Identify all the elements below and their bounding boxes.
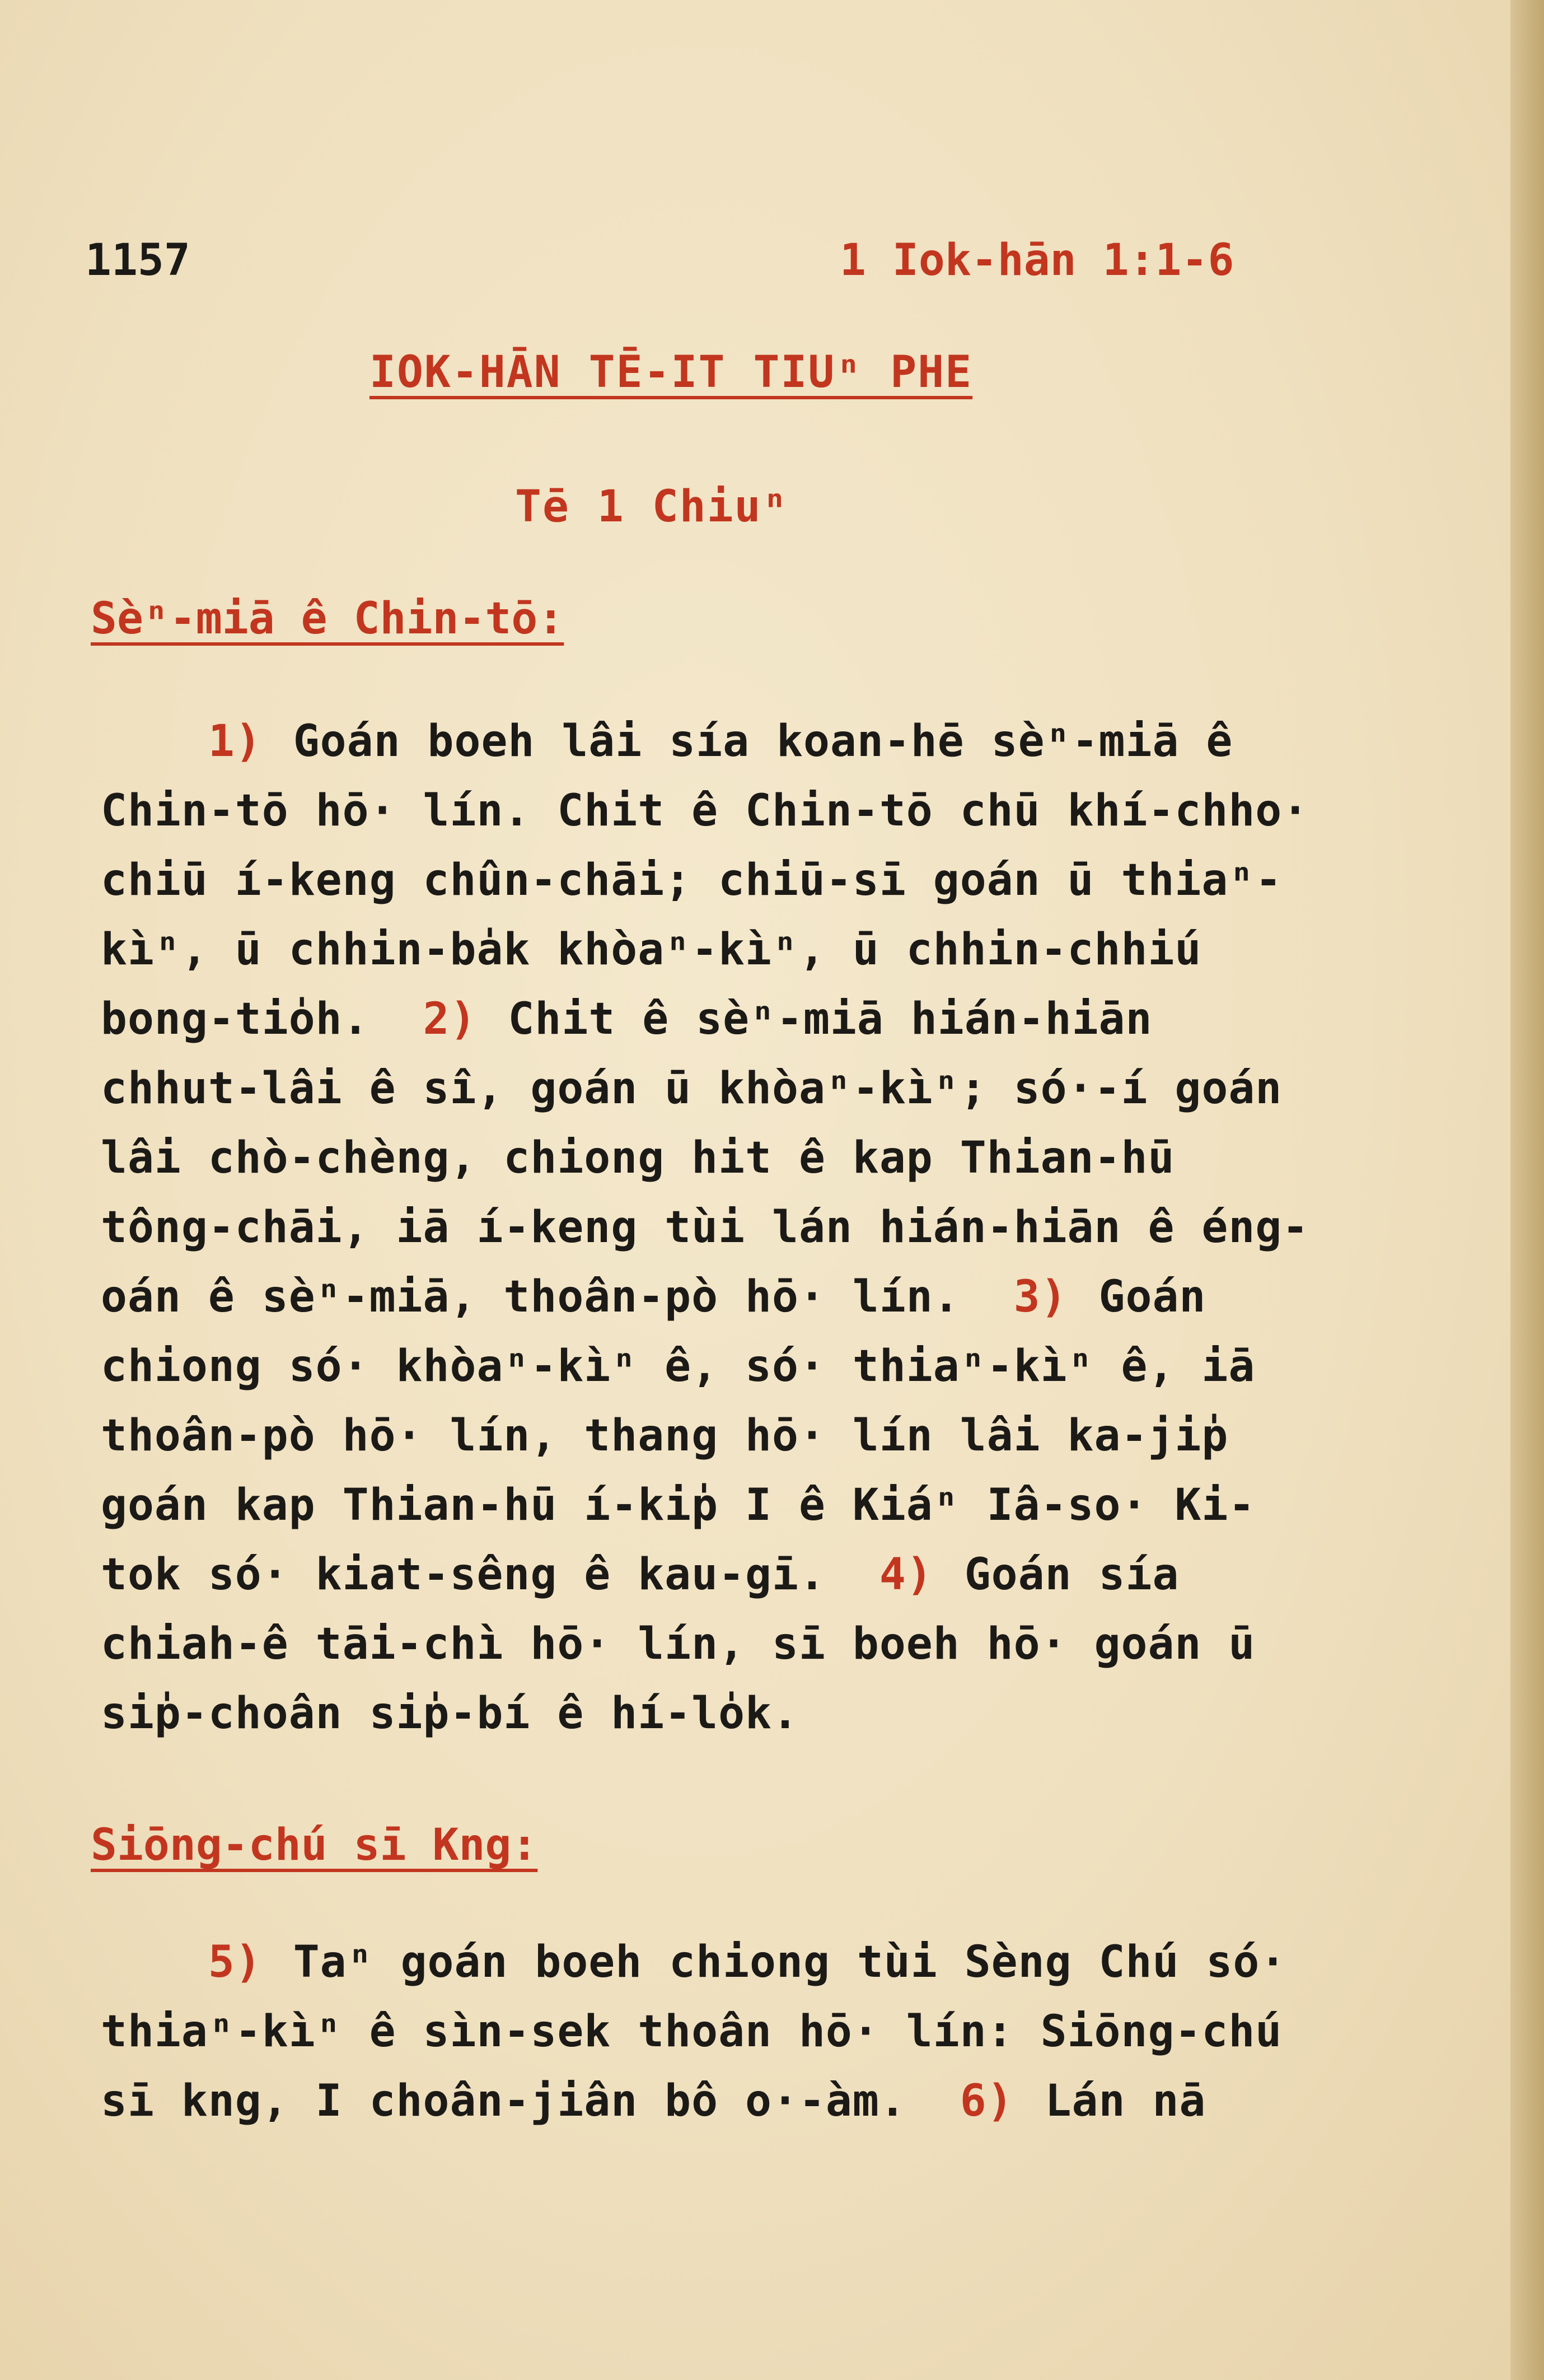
text-line: Chin-tō hō· lín. Chit ê Chin-tō chū khí-chho· xyxy=(101,786,1309,836)
verse-number: 1) xyxy=(208,716,262,767)
verse-number: 3) xyxy=(1013,1272,1068,1322)
book-title: IOK-HĀN TĒ-IT TIUⁿ PHE xyxy=(369,347,973,398)
text-line: lâi chò-chèng, chiong hit ê kap Thian-hū xyxy=(101,1133,1175,1183)
verse-number: 2) xyxy=(423,994,477,1044)
text-line: chiū í-keng chûn-chāi; chiū-sī goán ū thiaⁿ- xyxy=(101,855,1283,906)
chapter-reference: 1 Iok-hān 1:1-6 xyxy=(840,235,1234,286)
paragraph xyxy=(101,1928,1383,2136)
text-line: 1) Goán boeh lâi sía koan-hē sèⁿ-miā ê xyxy=(208,716,1233,767)
text-line: bong-tio̍h. 2) Chit ê sèⁿ-miā hián-hiān xyxy=(101,994,1153,1044)
page-number: 1157 xyxy=(85,235,190,286)
text-line: oán ê sèⁿ-miā, thoân-pò hō· lín. 3) Goán xyxy=(101,1272,1206,1322)
text-line: tok só· kiat-sêng ê kau-gī. 4) Goán sía xyxy=(101,1550,1180,1600)
text-line: si̍p-choân si̍p-bí ê hí-lo̍k. xyxy=(101,1688,799,1739)
verse-number: 5) xyxy=(208,1937,262,1987)
section-heading: Sèⁿ-miā ê Chin-tō: xyxy=(91,594,564,644)
verse-number: 6) xyxy=(960,2076,1014,2126)
text-line: chiah-ê tāi-chì hō· lín, sī boeh hō· goán ū xyxy=(101,1619,1256,1669)
chapter-title: Tē 1 Chiuⁿ xyxy=(515,482,789,532)
text-line: thoân-pò hō· lín, thang hō· lín lâi ka-ji̍p xyxy=(101,1411,1229,1461)
section-heading: Siōng-chú sī Kng: xyxy=(91,1820,538,1870)
text-line: goán kap Thian-hū í-ki̍p I ê Kiáⁿ Iâ-so· Ki- xyxy=(101,1480,1256,1530)
text-line: tông-chāi, iā í-keng tùi lán hián-hiān ê éng- xyxy=(101,1202,1309,1253)
verse-number: 4) xyxy=(879,1550,933,1600)
text-line: sī kng, I choân-jiân bô o·-àm. 6) Lán nā xyxy=(101,2076,1206,2126)
text-line: kìⁿ, ū chhin-ba̍k khòaⁿ-kìⁿ, ū chhin-chhiú xyxy=(101,925,1202,975)
text-line: thiaⁿ-kìⁿ ê sìn-sek thoân hō· lín: Siōng-chú xyxy=(101,2006,1283,2057)
text-line: 5) Taⁿ goán boeh chiong tùi Sèng Chú só· xyxy=(208,1937,1287,1987)
text-line: chhut-lâi ê sî, goán ū khòaⁿ-kìⁿ; só·-í goán xyxy=(101,1063,1283,1114)
book-spine-edge xyxy=(1510,0,1544,2380)
paragraph xyxy=(101,707,1383,1748)
text-line: chiong só· khòaⁿ-kìⁿ ê, só· thiaⁿ-kìⁿ ê, iā xyxy=(101,1341,1256,1392)
